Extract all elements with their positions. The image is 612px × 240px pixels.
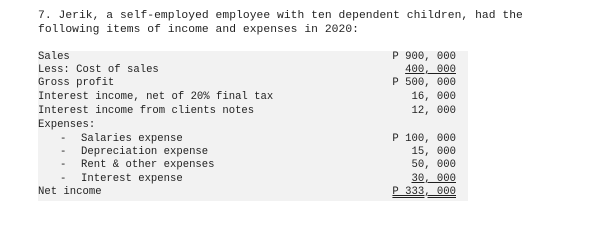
row-label: Net income [38,186,102,198]
statement-row-depreciation-expense [38,146,468,159]
statement-row-interest-expense [38,173,468,186]
row-label: Rent & other expenses [81,159,215,171]
row-amount: P 900, 000 [392,51,456,63]
row-amount: 16, 000 [411,91,456,103]
bullet-dash: - [60,173,67,185]
income-statement [38,51,468,201]
row-label: Interest expense [81,173,183,185]
row-label: Interest income, net of 20% final tax [38,91,274,103]
statement-row-salaries-expense [38,133,468,146]
row-amount: 30, 000 [411,173,456,185]
statement-row-gross-profit [38,77,468,90]
row-amount: 12, 000 [411,105,456,117]
bullet-dash: - [60,133,67,145]
statement-row-interest-income-clients [38,105,468,118]
question-text [38,9,598,37]
statement-row-rent-other-expenses [38,159,468,172]
question-line-1: 7. Jerik, a self-employed employee with ten dependent children, had the [38,10,523,22]
bullet-dash: - [60,159,67,171]
row-amount: P 333, 000 [392,186,456,198]
row-label: Expenses: [38,119,96,131]
row-amount: 400, 000 [405,64,456,76]
statement-row-expenses-header [38,119,468,132]
row-label: Interest income from clients notes [38,105,255,117]
statement-row-cost-of-sales [38,64,468,77]
question-line-2: following items of income and expenses in 2020: [38,24,359,36]
row-label: Sales [38,51,70,63]
bullet-dash: - [60,146,67,158]
row-label: Less: Cost of sales [38,64,159,76]
row-label: Depreciation expense [81,146,209,158]
statement-row-net-income [38,186,468,199]
row-amount: P 100, 000 [392,133,456,145]
row-amount: 50, 000 [411,159,456,171]
row-label: Gross profit [38,77,115,89]
statement-row-sales [38,51,468,64]
statement-row-interest-income-net [38,91,468,104]
row-amount: P 500, 000 [392,77,456,89]
row-amount: 15, 000 [411,146,456,158]
row-label: Salaries expense [81,133,183,145]
